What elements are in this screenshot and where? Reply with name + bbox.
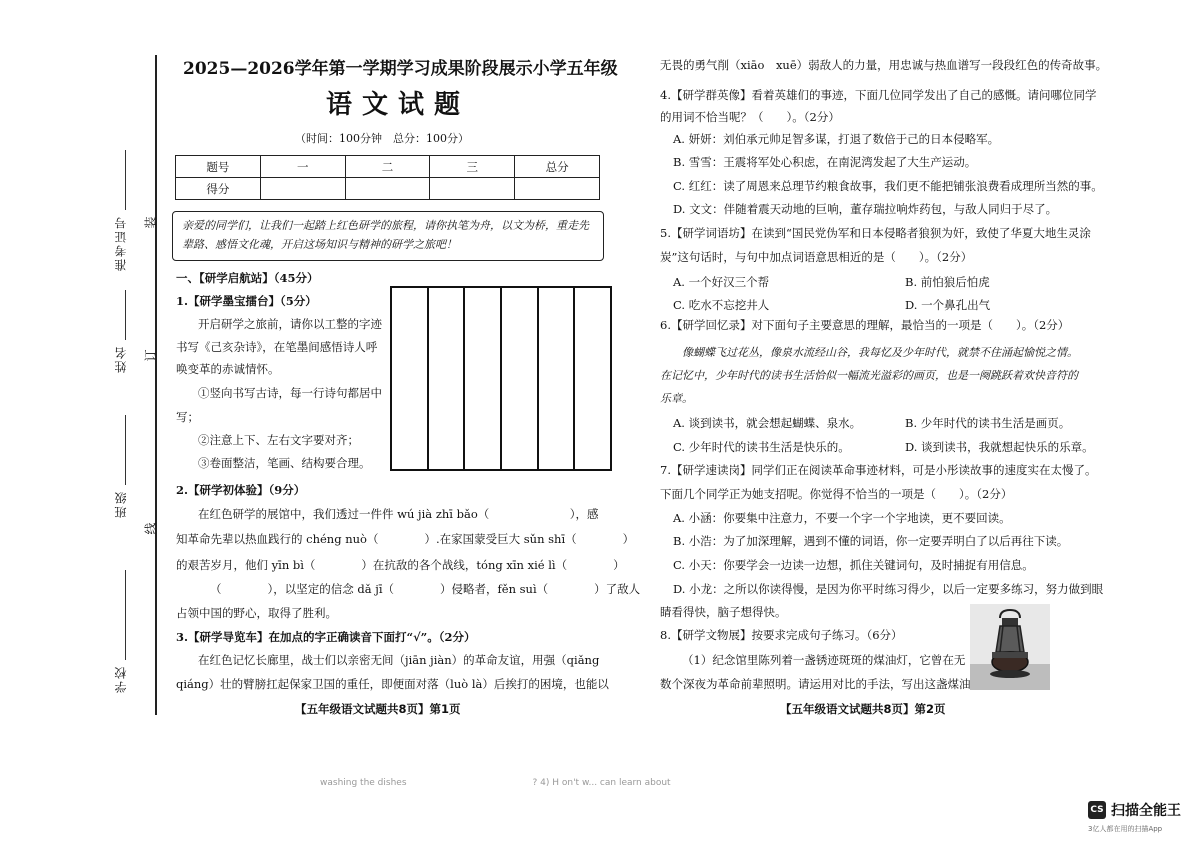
calligraphy-column[interactable]	[575, 288, 610, 469]
exam-id-label: 准考证号	[114, 215, 128, 271]
q6-option: C. 少年时代的读书生活是快乐的。	[673, 440, 850, 454]
q4-option: D. 文文：伴随着震天动地的巨响，董存瑞拉响炸药包，与敌人同归于尽了。	[673, 202, 1058, 216]
q1-line: ①竖向书写古诗，每一行诗句都居中	[198, 386, 382, 400]
q7-option: B. 小浩：为了加深理解，遇到不懂的词语，你一定要弄明白了以后再往下读。	[673, 534, 1069, 548]
class-label: 班级	[114, 490, 128, 518]
q7-stem: 下面几个同学正为她支招呢。你觉得不恰当的一项是（ ）。（2分）	[660, 487, 1013, 501]
score-header-cell: 一	[260, 156, 345, 178]
score-header-cell: 题号	[176, 156, 261, 178]
notice-box: 亲爱的同学们，让我们一起踏上红色研学的旅程，请你执笔为舟，以文为桥，重走先辈路、感悟文化魂，开启这场知识与精神的研学之旅吧！	[172, 211, 604, 261]
q2-line: 知革命先辈以热血践行的 chéng nuò（ ）.在家国蒙受巨大 sǔn shī（ ）	[176, 532, 635, 546]
scanner-app-subtitle: 3亿人都在用的扫描App	[1088, 825, 1163, 833]
calligraphy-column[interactable]	[465, 288, 502, 469]
score-header-cell: 三	[430, 156, 515, 178]
score-input-cell[interactable]	[515, 178, 600, 200]
q3-line: 在红色记忆长廊里，战士们以亲密无间（jiān jiàn）的革命友谊，用强（qiǎng	[198, 653, 600, 667]
q6-passage: 乐章。	[660, 392, 693, 405]
q5-option: D. 一个鼻孔出气	[905, 298, 991, 312]
calligraphy-column[interactable]	[539, 288, 576, 469]
q4-option: B. 雪雪：王震将军处心积虑，在南泥湾发起了大生产运动。	[673, 155, 977, 169]
calligraphy-grid[interactable]	[390, 286, 612, 471]
q6-passage: 在记忆中，少年时代的读书生活恰似一幅流光溢彩的画页，也是一阕跳跃着欢快音符的	[660, 369, 1078, 382]
score-input-cell[interactable]	[430, 178, 515, 200]
q5-stem: 5.【研学词语坊】在读到“国民党伪军和日本侵略者狼狈为奸，致使了华夏大地生灵涂	[660, 226, 1091, 240]
q6-option: D. 谈到读书，我就想起快乐的乐章。	[905, 440, 1094, 454]
p2-continuation: 无畏的勇气削（xiāo xuē）弱敌人的力量，用忠诚与热血谱写一段段红色的传奇故事。	[660, 58, 1108, 72]
q7-stem: 7.【研学速读岗】同学们正在阅读革命事迹材料，可是小彤读故事的速度实在太慢了。	[660, 463, 1097, 477]
score-input-cell[interactable]	[345, 178, 430, 200]
q2-line: 在红色研学的展馆中，我们透过一件件 wú jià zhī bǎo（ ），感	[198, 507, 599, 521]
exam-title: 2025—2026学年第一学期学习成果阶段展示小学五年级	[183, 59, 618, 79]
calligraphy-column[interactable]	[429, 288, 466, 469]
score-header-cell: 总分	[515, 156, 600, 178]
q2-line: 的艰苦岁月，他们 yīn bì（ ）在抗敌的各个战线，tóng xīn xié lì（ ）	[176, 558, 625, 572]
score-table	[175, 155, 600, 200]
q3-title: 3.【研学导览车】在加点的字正确读音下面打“√”。（2分）	[176, 630, 476, 644]
q5-option: A. 一个好汉三个帮	[673, 275, 770, 289]
q8-stem: 8.【研学文物展】按要求完成句子练习。（6分）	[660, 628, 903, 642]
q1-title: 1.【研学墨宝擂台】（5分）	[176, 294, 317, 308]
score-header-cell: 二	[345, 156, 430, 178]
q7-option: 睛看得快，脑子想得快。	[660, 605, 787, 619]
q7-option: C. 小天：你要学会一边读一边想，抓住关键词句，及时捕捉有用信息。	[673, 558, 1034, 572]
seal-char-bottom: 线	[143, 522, 158, 535]
binding-line	[155, 55, 157, 715]
school-underline	[125, 570, 126, 660]
q5-option: B. 前怕狼后怕虎	[905, 275, 990, 289]
q2-line: 占领中国的野心，取得了胜利。	[176, 606, 337, 620]
q3-line: qiáng）壮的臂膀扛起保家卫国的重任，即便面对落（luò là）后挨打的困境，也能以	[176, 677, 609, 691]
q1-line: 写；	[176, 410, 199, 424]
q8-line: 数个深夜为革命前辈照明。请运用对比的手法，写出这盏煤油	[660, 677, 971, 691]
q1-line: ②注意上下、左右文字要对齐；	[198, 433, 359, 447]
q6-passage: 像蝴蝶飞过花丛，像泉水流经山谷，我每忆及少年时代，就禁不住涌起愉悦之情。	[682, 346, 1078, 359]
q5-stem: 炭”这句话时，与句中加点词语意思相近的是（ ）。（2分）	[660, 250, 973, 264]
seal-char-top: 装	[143, 216, 158, 229]
page2-footer: 【五年级语文试题共8页】第2页	[780, 702, 946, 716]
class-underline	[125, 415, 126, 485]
scanner-app-title: 扫描全能王	[1111, 803, 1181, 819]
q2-line: （ ），以坚定的信念 dǎ jī（ ）侵略者，fěn suì（ ）了敌人	[210, 582, 641, 596]
exam-subject: 语文试题	[326, 90, 471, 120]
q5-option: C. 吃水不忘挖井人	[673, 298, 770, 312]
school-label: 学校	[114, 665, 128, 693]
section1-heading: 一、【研学启航站】（45分）	[176, 271, 319, 285]
bleed-through-text: washing the dishes ? 4) H on't w... can learn about	[320, 778, 671, 788]
q1-line: 书写《己亥杂诗》，在笔墨间感悟诗人呼	[176, 340, 378, 354]
exam-id-underline	[125, 150, 126, 210]
q1-line: 开启研学之旅前，请你以工整的字迹	[198, 317, 382, 331]
name-underline	[125, 290, 126, 340]
score-input-cell[interactable]	[260, 178, 345, 200]
kerosene-lamp-photo	[970, 604, 1050, 690]
calligraphy-column[interactable]	[502, 288, 539, 469]
q1-line: 唤变革的赤诚情怀。	[176, 362, 280, 376]
q7-option: A. 小涵：你要集中注意力，不要一个字一个字地读，更不要回读。	[673, 511, 1011, 525]
page1-footer: 【五年级语文试题共8页】第1页	[295, 702, 461, 716]
q6-stem: 6.【研学回忆录】对下面句子主要意思的理解，最恰当的一项是（ ）。（2分）	[660, 318, 1070, 332]
seal-char-mid: 订	[143, 349, 158, 362]
score-row-label: 得分	[176, 178, 261, 200]
time-info: （时间：100分钟 总分：100分）	[295, 132, 469, 145]
name-label: 姓名	[114, 345, 128, 373]
q4-stem: 的用词不恰当呢？（ ）。（2分）	[660, 110, 840, 124]
q2-title: 2.【研学初体验】（9分）	[176, 483, 306, 497]
q4-option: C. 红红：读了周恩来总理节约粮食故事，我们更不能把铺张浪费看成理所当然的事。	[673, 179, 1103, 193]
q1-line: ③卷面整洁，笔画、结构要合理。	[198, 456, 371, 470]
q8-line: （1）纪念馆里陈列着一盏锈迹斑斑的煤油灯，它曾在无	[682, 653, 966, 667]
q4-stem: 4.【研学群英像】看着英雄们的事迹，下面几位同学发出了自己的感慨。请问哪位同学	[660, 88, 1097, 102]
q7-option: D. 小龙：之所以你读得慢，是因为你平时练习得少，以后一定要多练习，努力做到眼	[673, 582, 1104, 596]
q6-option: B. 少年时代的读书生活是画页。	[905, 416, 1071, 430]
calligraphy-column[interactable]	[392, 288, 429, 469]
scanner-watermark	[1088, 800, 1181, 820]
q4-option: A. 妍妍：刘伯承元帅足智多谋，打退了数倍于己的日本侵略军。	[673, 132, 1000, 146]
scanner-logo-icon: CS	[1088, 801, 1106, 819]
q6-option: A. 谈到读书，就会想起蝴蝶、泉水。	[673, 416, 862, 430]
